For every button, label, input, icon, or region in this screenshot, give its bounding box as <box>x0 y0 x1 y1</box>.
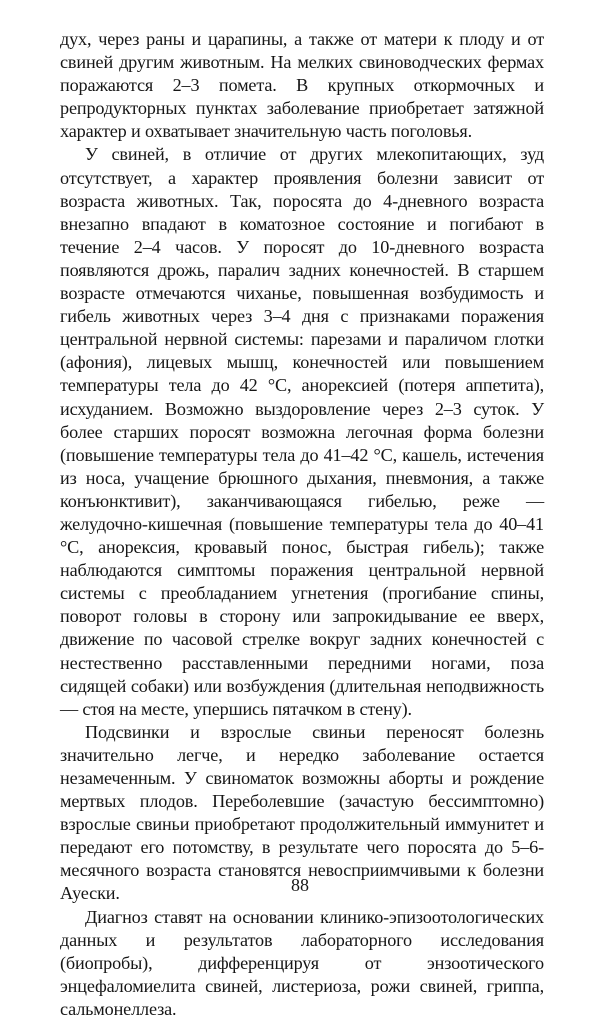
paragraph-symptoms-piglets: У свиней, в отличие от других млекопитающих, зуд отсутствует, а характер проявления болезни зависит от возраста животных. Так, поросята до 4-дневного возраста внезапно впадают в коматозное состояние и погибают в течение 2–4 часов. У поросят до 10-дневного возраста появляются дрожь, паралич задних конечностей. В старшем возрасте отмечаются чиханье, повышенная возбудимость и гибель животных через 3–4 дня с признаками поражения центральной нервной системы: парезами и параличом глотки (афония), лицевых мышц, конечностей или повышением температуры тела до 42 °С, анорексией (потеря аппетита), исхуданием. Возможно выздоровление через 2–3 суток. У более старших поросят возможна легочная форма болезни (повышение температуры тела до 41–42 °С, кашель, истечения из носа, учащение брюшного дыхания, пневмония, а также конъюнктивит), заканчивающаяся гибелью, реже — желудочно-кишечная (повышение температуры тела до 40–41 °С, анорексия, кровавый понос, быстрая гибель); также наблюдаются симптомы поражения центральной нервной системы с преобладанием угнетения (прогибание спины, поворот головы в сторону или запрокидывание ее вверх, движение по часовой стрелке вокруг задних конечностей с нестественно расставленными передними ногами, поза сидящей собаки) или возбуждения (длительная неподвижность — стоя на месте, упершись пятачком в стену). <box>60 144 544 719</box>
page-number: 88 <box>291 875 309 895</box>
page-text-block <box>60 28 544 1021</box>
paragraph-diagnosis: Диагноз ставят на основании клинико-эпизоотологических данных и результатов лабораторного исследования (биопробы), дифференцируя от энзоотического энцефаломиелита свиней, листериоза, рожи свиней, гриппа, сальмонеллеза. <box>60 906 544 1019</box>
paragraph-adult-pigs: Подсвинки и взрослые свиньи переносят болезнь значительно легче, и нередко заболевание остается незамеченным. У свиноматок возможны аборты и рождение мертвых плодов. Переболевшие (зачастую бессимптомно) взрослые свиньи приобретают продолжительный иммунитет и передают его потомству, в результате чего поросята до 5–6-месячного возраста становятся невосприимчивыми к болезни Ауески. <box>60 721 544 904</box>
paragraph-transmission: дух, через раны и царапины, а также от матери к плоду и от свиней другим животным. На мелких свиноводческих фермах поражаются 2–3 помета. В крупных откормочных и репродукторных пунктах заболевание приобретает затяжной характер и охватывает значительную часть поголовья. <box>60 29 544 142</box>
